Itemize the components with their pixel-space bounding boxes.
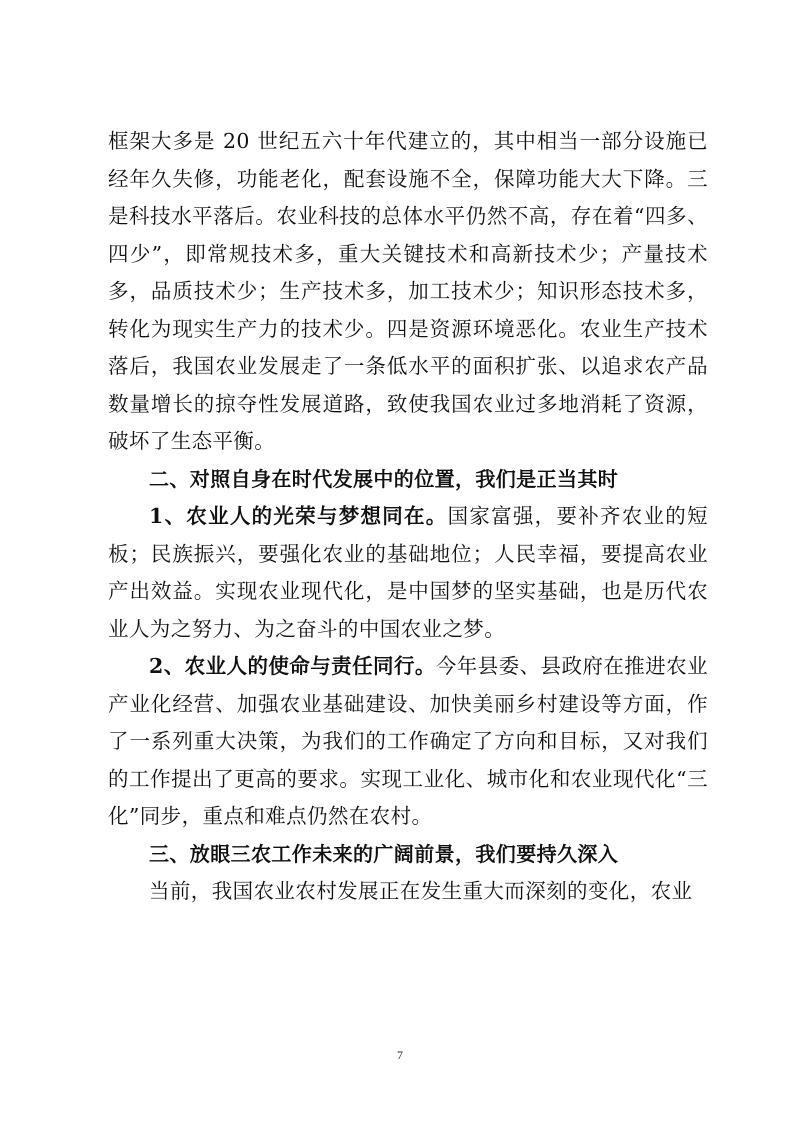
paragraph-lead-mission-and-responsibility: 2、农业人的使命与责任同行。 [149, 654, 436, 678]
section-heading-three: 三、放眼三农工作未来的广阔前景，我们要持久深入 [149, 841, 619, 866]
page-number: 7 [397, 1048, 403, 1062]
paragraph-infrastructure-technology-resources: 框架大多是 20 世纪五六十年代建立的，其中相当一部分设施已经年久失修，功能老化，配套设施不全，保障功能大大下降。三是科技水平落后。农业科技的总体水平仍然不高，存在着“四多、四少”，即常规技术多，重大关键技术和高新技术少；产量技术多，品质技术少；生产技术多，加工技术少；知识形态技术多，转化为现实生产力的技术少。四是资源环境恶化。农业生产技术落后，我国农业发展走了一条低水平的面积扩张、以追求农产品数量增长的掠夺性发展道路，致使我国农业过多地消耗了资源，破坏了生态平衡。 [108, 129, 708, 453]
paragraph-current-changes: 当前，我国农业农村发展正在发生重大而深刻的变化，农业 [149, 879, 693, 903]
paragraph-body-mission-and-responsibility: 今年县委、县政府在推进农业产业化经营、加强农业基础建设、加快美丽乡村建设等方面，作了一系列重大决策，为我们的工作确定了方向和目标，又对我们的工作提出了更高的要求。实现工业化、城市化和农业现代化“三化”同步，重点和难点仍然在农村。 [108, 654, 708, 828]
section-heading-two: 二、对照自身在时代发展中的位置，我们是正当其时 [149, 466, 619, 491]
page-body [108, 123, 708, 911]
paragraph-lead-glory-and-dream: 1、农业人的光荣与梦想同在。 [149, 504, 448, 528]
paragraph-glory-and-dream [108, 498, 708, 648]
paragraph-mission-and-responsibility [108, 648, 708, 836]
paragraph-body-glory-and-dream: 国家富强，要补齐农业的短板；民族振兴，要强化农业的基础地位；人民幸福，要提高农业产出效益。实现农业现代化，是中国梦的坚实基础，也是历代农业人为之努力、为之奋斗的中国农业之梦。 [108, 504, 708, 641]
